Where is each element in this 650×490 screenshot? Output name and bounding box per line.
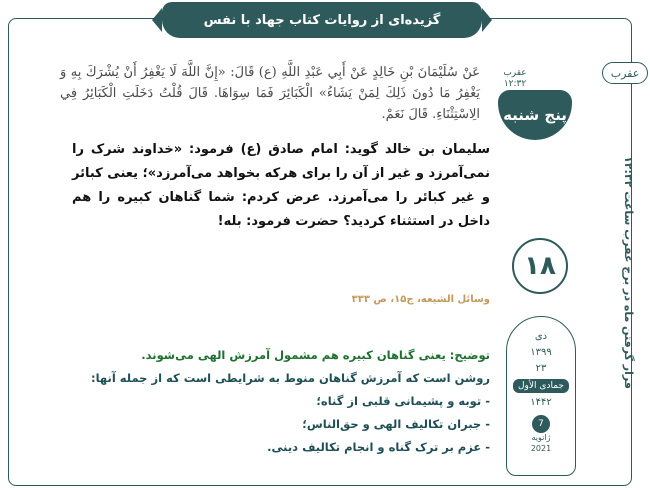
solar-year: ۱۳۹۹ (530, 347, 552, 358)
explanation-lead: توضیح: یعنی گناهان کبیره هم مشمول آمرزش الهی می‌شوند. (141, 348, 490, 362)
explanation-block (76, 344, 490, 459)
page-header: گزیده‌ای از روایات کتاب جهاد با نفس (162, 2, 482, 38)
gregorian-month: ژانویه (531, 433, 551, 442)
zodiac-tab: عقرب (602, 62, 648, 84)
date-column (490, 60, 588, 482)
zodiac-small (498, 68, 532, 90)
zodiac-small-label: عقرب (503, 68, 527, 78)
source-reference: وسائل الشیعه، ج۱۵، ص ۳۳۳ (351, 294, 490, 305)
solar-month: دی (534, 331, 548, 342)
lunar-month: جمادی الأول (513, 379, 569, 393)
weekday-badge: پنج شنبه (498, 90, 572, 140)
explanation-intro: روشن است که آمرزش گناهان منوط به شرایطی است که از جمله آنها: (91, 371, 490, 385)
date-box (506, 316, 576, 476)
arabic-narration: عَنْ سُلَيْمَانَ بْنِ خَالِدٍ عَنْ أَبِي عَبْدِ اللَّهِ (ع) قَالَ: «إِنَّ اللَّهَ لَا يَغْفِرُ أَنْ يُشْرَكَ بِهِ وَ يَغْفِرُ مَا دُونَ ذَلِكَ لِمَنْ يَشَاءُ» الْكَبَائِرَ فَمَا سِوَاهَا. قَالَ قُلْتُ دَخَلَتِ الْكَبَائِرُ فِي الِاسْتِثْنَاءِ. قَالَ نَعَمْ. (60, 65, 480, 122)
explanation-item: - عزم بر ترک گناه و انجام تکالیف دینی. (267, 440, 490, 454)
vertical-note-text: قرار گرفتن ماه در برج عقرب ساعت ۱۲:۳۲ (621, 155, 635, 389)
explanation-item: - جبران تکالیف الهی و حق‌الناس؛ (302, 417, 490, 431)
gregorian-year: 2021 (530, 444, 552, 453)
explanation-item: - توبه و پشیمانی قلبی از گناه؛ (316, 394, 490, 408)
lunar-year: ۱۴۴۲ (530, 397, 552, 408)
day-number: ۱۸ (512, 238, 568, 294)
persian-translation: سلیمان بن خالد گوید: امام صادق (ع) فرمود: «خداوند شرک را نمی‌آمرزد و غیر از آن را برای هرکه بخواهد می‌آمرزد»؛ یعنی کبائر و غیر کبائر را می‌آمرزد. عرض کردم: شما گناهان کبیره را هم داخل در استثناء کردید؟ حضرت فرمود: بله! (72, 142, 490, 229)
zodiac-small-time: ۱۲:۳۲ (503, 79, 527, 89)
vertical-note (618, 92, 638, 452)
lunar-day: ۲۳ (535, 363, 547, 374)
gregorian-day: 7 (532, 415, 550, 433)
